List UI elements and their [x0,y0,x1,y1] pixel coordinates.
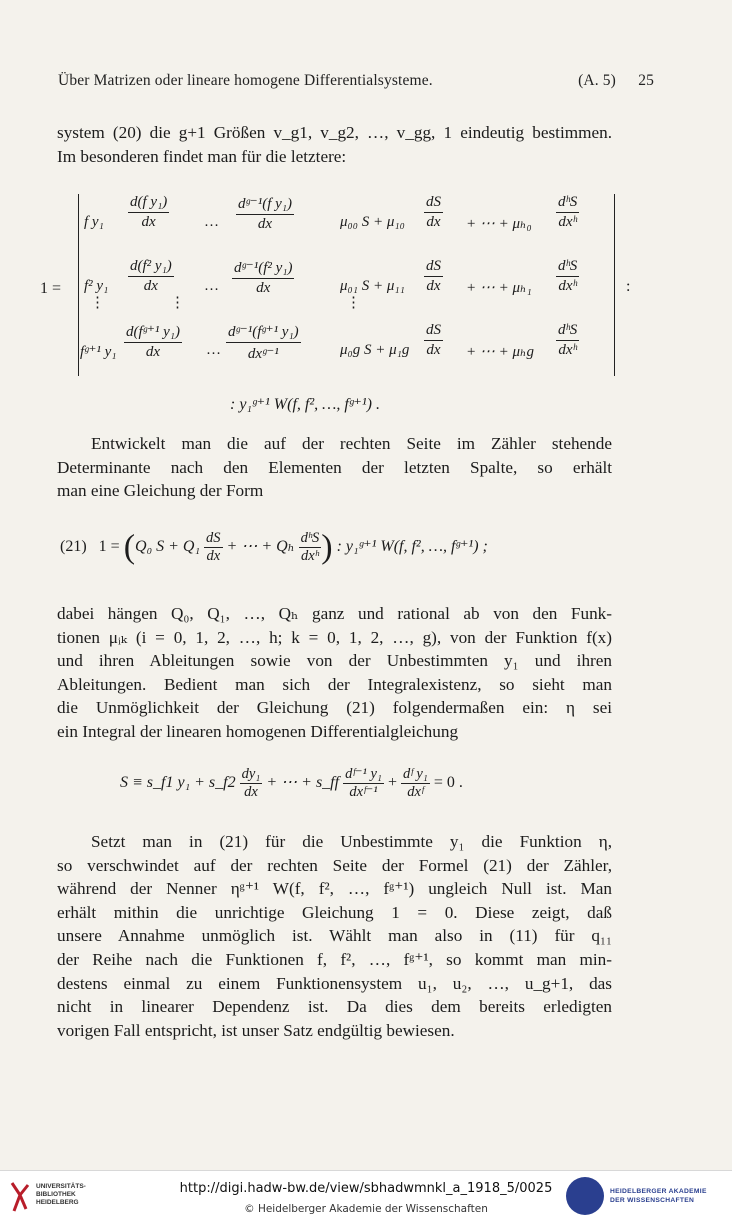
permalink-url[interactable]: http://digi.hadw-bw.de/view/sbhadwmnkl_a_1918_5/0025 [179,1181,553,1196]
equation-fraction: $\frac{\text{dʰS}}{\text{dxʰ}}$ [300,530,320,564]
text-line: nicht in linearer Dependenz ist. Da dies dem bereits erledigten [57,997,612,1017]
equation-lhs: 1 = [98,538,120,556]
text-line: unsere Annahme unmöglich ist. Wählt man also in (11) für q₁₁ [57,926,612,946]
vertical-dots: ⋮ [170,295,185,311]
text-line: der Reihe nach die Funktionen f, f², …, fᵍ⁺¹, so kommt man min- [57,949,612,969]
text-line: und ihren Ableitungen sowie von der Unbestimmten y₁ und ihren [57,651,612,671]
equation-fraction: $\frac{\text{dᶠ⁻¹ y₁}}{\text{dxᶠ⁻¹}}$ [345,766,382,800]
equation-fraction: $\frac{\text{dᶠ y₁}}{\text{dxᶠ}}$ [402,766,428,800]
running-header [58,72,654,90]
det-fraction: dʰS dxʰ [558,258,578,294]
det-cell: μ₀₁ S + μ₁₁ [340,278,405,294]
viewer-footer [0,1170,732,1224]
paragraph-4 [57,830,612,1042]
equation-rhs: = 0 . [433,774,463,792]
text-line: vorigen Fall entspricht, ist unser Satz endgültig bewiesen. [57,1020,455,1040]
equation-fraction: $\frac{\text{dy₁}}{dx}$ [241,766,261,800]
det-fraction: dʰS dxʰ [558,322,578,358]
header-section: (A. 5) [578,72,616,89]
determinant-left-bar [78,194,79,376]
text-line: Entwickelt man die auf der rechten Seite im Zähler stehende [91,434,612,453]
text-line: man eine Gleichung der Form [57,481,264,501]
determinant-formula [40,190,640,390]
det-fraction: $\frac{dS}{dx}$ [426,194,441,230]
text-line: Determinante nach den Elementen der letzten Spalte, so erhält [57,457,612,477]
det-cell: μ₀₀ S + μ₁₀ [340,214,405,230]
text-line: die Unmöglichkeit der Gleichung (21) folgendermaßen ein: η sei [57,698,612,718]
det-cell: f² y₁ [84,278,109,294]
copyright-notice: © Heidelberger Akademie der Wissenschaften [244,1203,488,1215]
det-fraction: dʰS dxʰ [558,194,578,230]
det-fraction: $\frac{\text{d(fᵍ⁺¹ y₁)}}{dx}$ [126,324,180,360]
det-cell: f y₁ [84,214,104,230]
paragraph-3 [57,602,612,744]
determinant-lhs: 1 = [40,280,62,297]
det-colon: : [626,278,631,295]
equation-term: Q₀ S + Q₁ [135,538,201,556]
det-fraction: dᵍ⁻¹(fᵍ⁺¹ y₁) dxᵍ⁻¹ [228,324,299,362]
left-paren: ( [123,528,136,566]
det-dots: … [204,278,219,294]
text-line: Im besonderen findet man für die letztere: [57,146,347,166]
text-line: erhält mithin die unrichtige Gleichung 1 = 0. Diese zeigt, daß [57,902,612,922]
determinant-denominator: : y₁ᵍ⁺¹ W(f, f², …, fᵍ⁺¹) . [230,396,380,413]
det-fraction: $\frac{\text{d(f² y₁)}}{dx}$ [130,258,172,294]
vertical-dots: ⋮ [346,295,361,311]
right-paren: ) [321,528,333,566]
det-fraction: $\frac{\text{dᵍ⁻¹(f y₁)}}{dx}$ [238,196,292,232]
text-line: während der Nenner ηᵍ⁺¹ W(f, f², …, fᵍ⁺¹) ungleich Null ist. Man [57,879,612,899]
det-fraction: $\frac{\text{dᵍ⁻¹(f² y₁)}}{dx}$ [234,260,293,296]
det-fraction: $\frac{dS}{dx}$ [426,322,441,358]
text-line: Ableitungen. Bedient man sich der Integralexistenz, so sieht man [57,674,612,694]
page-number: 25 [638,72,654,89]
header-title: Über Matrizen oder lineare homogene Differentialsysteme. [58,72,433,89]
equation-term: + ⋯ + Qₕ [226,538,295,556]
det-fraction: $\frac{dS}{dx}$ [426,258,441,294]
equation-term: + ⋯ + s_ff [266,774,340,792]
text-line: Setzt man in (21) für die Unbestimmte y₁ die Funktion η, [91,832,612,851]
text-line: dabei hängen Q₀, Q₁, …, Qₕ ganz und rational ab von den Funk- [57,604,612,623]
paragraph-1 [57,121,612,168]
library-name: UNIVERSITÄTS- BIBLIOTHEK HEIDELBERG [36,1183,86,1206]
text-line: system (20) die g+1 Größen v_g1, v_g2, …, v_gg, 1 eindeutig bestimmen. [57,123,612,142]
text-line: tionen μᵢₖ (i = 0, 1, 2, …, h; k = 0, 1, 2, …, g), von der Funktion f(x) [57,627,612,647]
det-cell: μ₀g S + μ₁g [340,342,410,358]
equation-fraction: $\frac{dS}{dx}$ [206,530,221,564]
text-line: destens einmal zu einem Funktionensystem u₁, u₂, …, u_g+1, das [57,973,612,993]
equation-21 [60,530,488,565]
det-cell: fᵍ⁺¹ y₁ [80,344,117,360]
det-dots: … [204,214,219,230]
paragraph-2 [57,432,612,503]
text-line: ein Integral der linearen homogenen Differentialgleichung [57,721,459,741]
equation-S [120,766,463,801]
academy-name: HEIDELBERGER AKADEMIE DER WISSENSCHAFTEN [610,1188,707,1204]
det-cell: + ⋯ + μₕ₀ [466,216,532,232]
equation-rhs: : y₁ᵍ⁺¹ W(f, f², …, fᵍ⁺¹) ; [336,538,488,556]
det-dots: … [206,342,221,358]
equation-lhs: S ≡ s_f1 y₁ + s_f2 [120,774,236,792]
academy-seal-icon [566,1177,604,1215]
determinant-right-bar [614,194,615,376]
vertical-dots: ⋮ [90,295,105,311]
det-cell: + ⋯ + μₕ₁ [466,280,532,296]
det-fraction: $\frac{\text{d(f y₁)}}{dx}$ [130,194,168,230]
det-cell: + ⋯ + μₕg [466,344,535,360]
text-line: so verschwindet auf der rechten Seite der Formel (21) der Zähler, [57,855,612,875]
equation-label: (21) [60,538,87,556]
equation-plus: + [387,774,397,792]
